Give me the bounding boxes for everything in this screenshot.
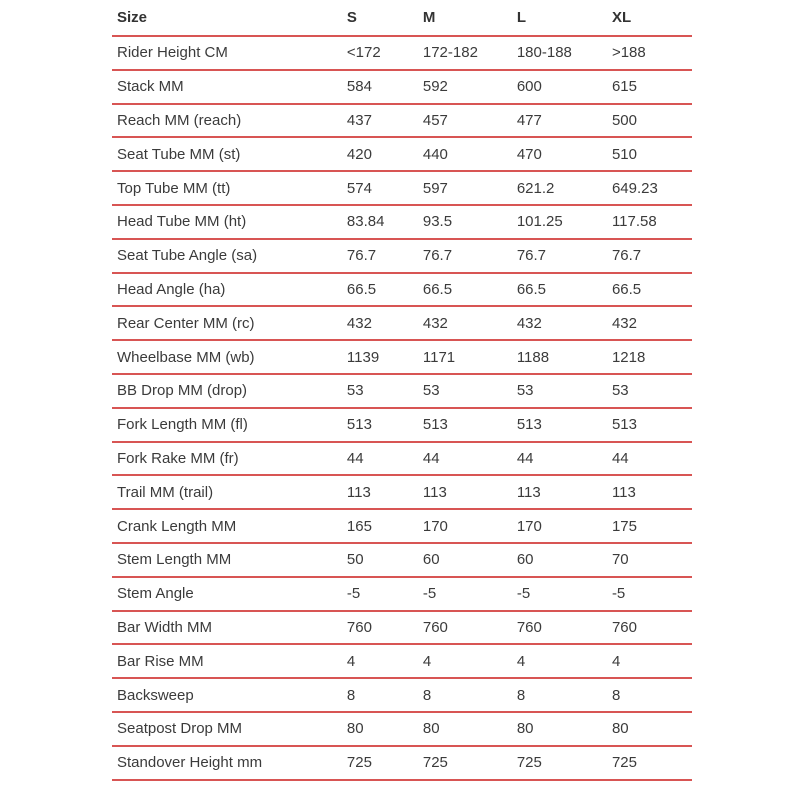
cell-value: 175 [612,509,692,543]
row-label: Reach MM (reach) [112,104,347,138]
row-label: Seat Tube MM (st) [112,137,347,171]
cell-value: 113 [423,475,517,509]
cell-value: 76.7 [347,239,423,273]
cell-value: 760 [347,611,423,645]
cell-value: 1218 [612,340,692,374]
cell-value: 66.5 [347,273,423,307]
table-row [112,442,692,476]
row-label: Head Tube MM (ht) [112,205,347,239]
cell-value: 113 [347,475,423,509]
header-size-s: S [347,0,423,36]
row-label: Bar Width MM [112,611,347,645]
cell-value: 80 [347,712,423,746]
cell-value: 760 [517,611,612,645]
cell-value: 4 [517,644,612,678]
cell-value: 432 [517,306,612,340]
cell-value: 470 [517,137,612,171]
row-label: Bar Rise MM [112,644,347,678]
cell-value: 725 [612,746,692,780]
cell-value: 117.58 [612,205,692,239]
cell-value: 432 [612,306,692,340]
cell-value: 621.2 [517,171,612,205]
cell-value: 4 [612,644,692,678]
cell-value: 8 [517,678,612,712]
cell-value: 8 [423,678,517,712]
cell-value: 649.23 [612,171,692,205]
table-row [112,205,692,239]
cell-value: 113 [517,475,612,509]
cell-value: 172-182 [423,36,517,70]
table-row [112,36,692,70]
cell-value: 432 [423,306,517,340]
row-label: Stem Length MM [112,543,347,577]
row-label: Fork Length MM (fl) [112,408,347,442]
header-row [112,0,692,36]
cell-value: <172 [347,36,423,70]
row-label: Stack MM [112,70,347,104]
cell-value: 76.7 [517,239,612,273]
cell-value: 1188 [517,340,612,374]
table-row [112,408,692,442]
cell-value: 44 [423,442,517,476]
cell-value: 50 [347,543,423,577]
cell-value: 44 [517,442,612,476]
row-label: Seat Tube Angle (sa) [112,239,347,273]
cell-value: 113 [612,475,692,509]
cell-value: -5 [612,577,692,611]
cell-value: 510 [612,137,692,171]
table-row [112,137,692,171]
cell-value: 4 [423,644,517,678]
cell-value: -5 [347,577,423,611]
cell-value: 44 [612,442,692,476]
cell-value: 8 [347,678,423,712]
row-label: Rear Center MM (rc) [112,306,347,340]
geometry-table [112,0,692,781]
table-row [112,104,692,138]
cell-value: 76.7 [612,239,692,273]
cell-value: 615 [612,70,692,104]
cell-value: 597 [423,171,517,205]
cell-value: 725 [517,746,612,780]
header-size-label: Size [112,0,347,36]
cell-value: 80 [517,712,612,746]
cell-value: -5 [423,577,517,611]
table-row [112,171,692,205]
table-row [112,273,692,307]
table-row [112,509,692,543]
cell-value: 457 [423,104,517,138]
cell-value: 53 [423,374,517,408]
cell-value: 44 [347,442,423,476]
cell-value: 66.5 [423,273,517,307]
cell-value: 76.7 [423,239,517,273]
cell-value: 432 [347,306,423,340]
row-label: Trail MM (trail) [112,475,347,509]
cell-value: 4 [347,644,423,678]
cell-value: 80 [423,712,517,746]
cell-value: 592 [423,70,517,104]
header-size-l: L [517,0,612,36]
row-label: Wheelbase MM (wb) [112,340,347,374]
cell-value: 600 [517,70,612,104]
cell-value: >188 [612,36,692,70]
header-size-xl: XL [612,0,692,36]
cell-value: 584 [347,70,423,104]
table-row [112,678,692,712]
cell-value: 500 [612,104,692,138]
cell-value: 725 [423,746,517,780]
table-row [112,746,692,780]
row-label: Backsweep [112,678,347,712]
cell-value: 477 [517,104,612,138]
table-row [112,374,692,408]
cell-value: 101.25 [517,205,612,239]
cell-value: 440 [423,137,517,171]
cell-value: 760 [612,611,692,645]
cell-value: 165 [347,509,423,543]
table-row [112,239,692,273]
cell-value: 53 [347,374,423,408]
table-row [112,306,692,340]
cell-value: 170 [517,509,612,543]
geometry-table-container [112,0,692,781]
cell-value: 53 [517,374,612,408]
row-label: BB Drop MM (drop) [112,374,347,408]
table-row [112,543,692,577]
row-label: Standover Height mm [112,746,347,780]
cell-value: 760 [423,611,517,645]
cell-value: 93.5 [423,205,517,239]
cell-value: 8 [612,678,692,712]
cell-value: 574 [347,171,423,205]
row-label: Top Tube MM (tt) [112,171,347,205]
geometry-table-body [112,36,692,780]
row-label: Seatpost Drop MM [112,712,347,746]
cell-value: 70 [612,543,692,577]
cell-value: 420 [347,137,423,171]
cell-value: 180-188 [517,36,612,70]
row-label: Head Angle (ha) [112,273,347,307]
row-label: Rider Height CM [112,36,347,70]
cell-value: 60 [517,543,612,577]
row-label: Stem Angle [112,577,347,611]
cell-value: 513 [612,408,692,442]
cell-value: 513 [347,408,423,442]
cell-value: 437 [347,104,423,138]
cell-value: 513 [517,408,612,442]
cell-value: 83.84 [347,205,423,239]
table-row [112,70,692,104]
cell-value: 60 [423,543,517,577]
header-size-m: M [423,0,517,36]
cell-value: 66.5 [517,273,612,307]
row-label: Crank Length MM [112,509,347,543]
cell-value: 1139 [347,340,423,374]
cell-value: 725 [347,746,423,780]
table-row [112,475,692,509]
table-row [112,577,692,611]
table-row [112,712,692,746]
cell-value: -5 [517,577,612,611]
table-row [112,340,692,374]
cell-value: 170 [423,509,517,543]
cell-value: 80 [612,712,692,746]
cell-value: 53 [612,374,692,408]
cell-value: 1171 [423,340,517,374]
row-label: Fork Rake MM (fr) [112,442,347,476]
cell-value: 513 [423,408,517,442]
table-row [112,644,692,678]
table-row [112,611,692,645]
cell-value: 66.5 [612,273,692,307]
